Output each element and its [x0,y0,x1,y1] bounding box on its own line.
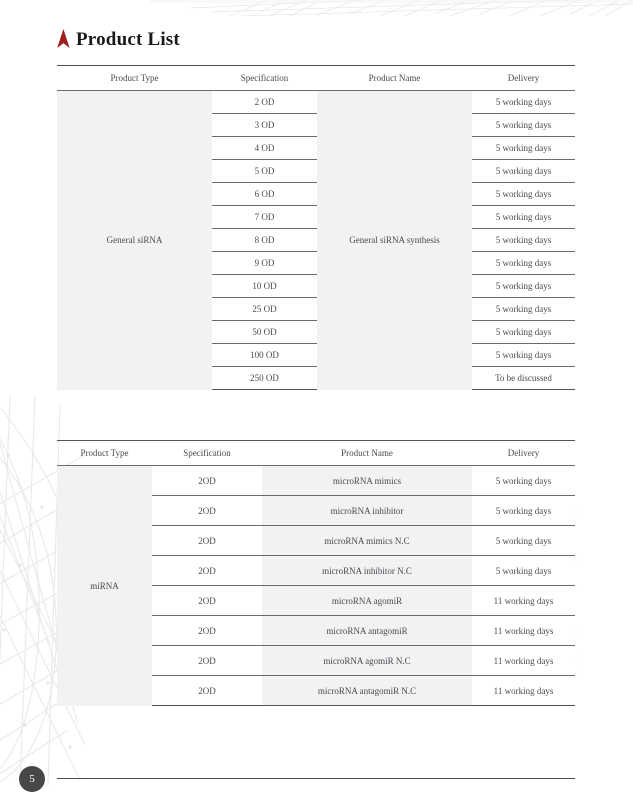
mirna-table [57,440,575,706]
cell-specification: 2OD [152,676,262,706]
cell-specification: 8 OD [212,229,317,252]
red-triangle-bullet-icon [56,28,71,50]
cell-specification: 2OD [152,556,262,586]
page-title: Product List [76,28,180,50]
cell-delivery: 5 working days [472,526,575,556]
cell-specification: 3 OD [212,114,317,137]
cell-product-type: General siRNA [57,91,212,390]
watermark-top [150,0,633,16]
cell-product-name: microRNA inhibitor [262,496,472,526]
cell-specification: 2OD [152,496,262,526]
cell-delivery: 5 working days [472,466,575,496]
table-header-row [57,66,575,91]
cell-delivery: 5 working days [472,183,575,206]
cell-delivery: To be discussed [472,367,575,390]
cell-product-name: microRNA agomiR N.C [262,646,472,676]
cell-delivery: 5 working days [472,114,575,137]
cell-delivery: 5 working days [472,321,575,344]
cell-product-name: microRNA antagomiR [262,616,472,646]
column-header-delivery: Delivery [472,441,575,466]
cell-delivery: 5 working days [472,160,575,183]
cell-specification: 6 OD [212,183,317,206]
cell-specification: 250 OD [212,367,317,390]
cell-product-name: General siRNA synthesis [317,91,472,390]
cell-delivery: 5 working days [472,298,575,321]
cell-product-name: microRNA mimics [262,466,472,496]
column-header-specification: Specification [212,66,317,91]
column-header-product-type: Product Type [57,441,152,466]
cell-product-type: miRNA [57,466,152,706]
cell-delivery: 5 working days [472,137,575,160]
cell-delivery: 5 working days [472,556,575,586]
cell-specification: 2 OD [212,91,317,114]
table-header-row [57,441,575,466]
column-header-delivery: Delivery [472,66,575,91]
cell-delivery: 5 working days [472,206,575,229]
cell-specification: 50 OD [212,321,317,344]
cell-delivery: 5 working days [472,275,575,298]
cell-specification: 2OD [152,616,262,646]
page-header [56,28,180,50]
cell-specification: 100 OD [212,344,317,367]
column-header-product-name: Product Name [262,441,472,466]
cell-specification: 2OD [152,526,262,556]
cell-specification: 10 OD [212,275,317,298]
cell-specification: 25 OD [212,298,317,321]
cell-product-name: microRNA antagomiR N.C [262,676,472,706]
cell-delivery: 11 working days [472,646,575,676]
column-header-product-type: Product Type [57,66,212,91]
cell-delivery: 5 working days [472,91,575,114]
cell-specification: 4 OD [212,137,317,160]
cell-delivery: 5 working days [472,496,575,526]
table-row [57,466,575,496]
cell-specification: 9 OD [212,252,317,275]
cell-product-name: microRNA mimics N.C [262,526,472,556]
cell-specification: 7 OD [212,206,317,229]
cell-delivery: 5 working days [472,252,575,275]
cell-specification: 2OD [152,466,262,496]
cell-specification: 2OD [152,586,262,616]
cell-delivery: 11 working days [472,676,575,706]
cell-product-name: microRNA inhibitor N.C [262,556,472,586]
cell-delivery: 5 working days [472,229,575,252]
cell-delivery: 5 working days [472,344,575,367]
column-header-product-name: Product Name [317,66,472,91]
cell-product-name: microRNA agomiR [262,586,472,616]
table-row [57,91,575,114]
cell-specification: 5 OD [212,160,317,183]
cell-specification: 2OD [152,646,262,676]
cell-delivery: 11 working days [472,616,575,646]
general-sirna-table-container [57,65,575,390]
column-header-specification: Specification [152,441,262,466]
footer-divider [57,778,575,779]
mirna-table-container [57,440,575,706]
general-sirna-table [57,65,575,390]
page-number-badge: 5 [19,766,45,792]
cell-delivery: 11 working days [472,586,575,616]
